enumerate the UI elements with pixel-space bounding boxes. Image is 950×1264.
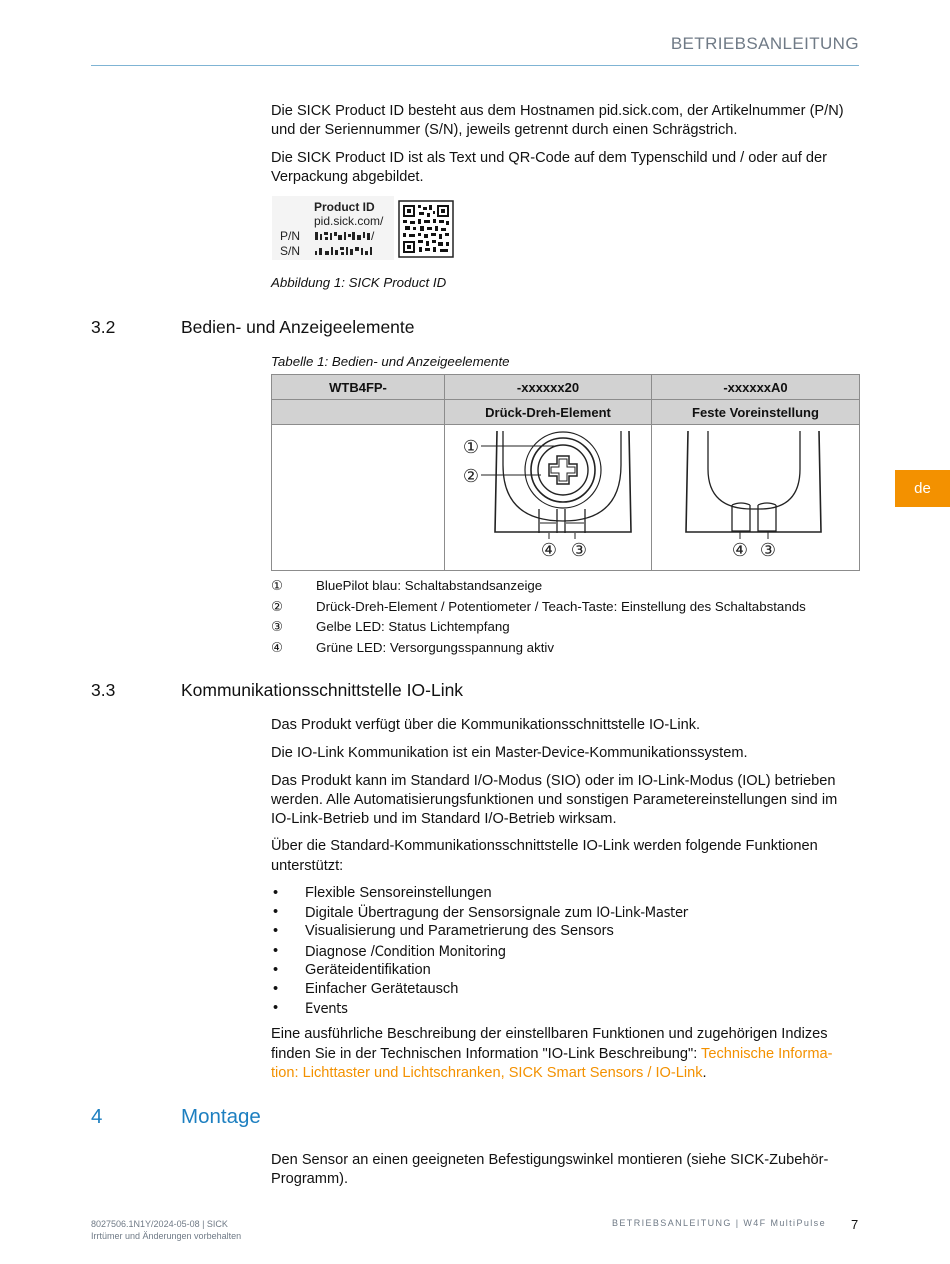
figure-1-caption: Abbildung 1: SICK Product ID: [271, 275, 447, 290]
term-iolink-master: IO-Link-Master: [596, 904, 688, 922]
section-3-3-body: [271, 716, 859, 1083]
sn-label: S/N: [280, 244, 301, 258]
iolink-paragraph-4: Über die Standard-Kommunikationsschnittstelle IO-Link werden folgende Funktionen unterstützt:: [271, 838, 818, 874]
section-4-body: [271, 1151, 859, 1190]
marker-1-label: ①: [462, 437, 480, 458]
table-subheader-cell: [272, 400, 445, 425]
table-empty-cell: [272, 425, 445, 571]
footer-doc-id: 8027506.1N1Y/2024-05-08 | SICK: [91, 1219, 228, 1229]
legend-marker: ①: [271, 578, 283, 593]
table-drawing-row: [272, 425, 860, 571]
qr-code-icon: [399, 201, 453, 257]
technical-info-link[interactable]: Technische Informa-tion: Lichttaster und Lichtschranken, SICK Smart Sensors / IO-Link: [271, 1045, 833, 1081]
text-run: -Kommunikationssystem.: [584, 745, 748, 762]
footer-left: [91, 1218, 241, 1242]
legend-text: Grüne LED: Versorgungsspannung aktiv: [316, 639, 555, 655]
table-header-row: [272, 375, 860, 400]
table-1-caption: Tabelle 1: Bedien- und Anzeigeelemente: [271, 354, 510, 369]
footer-disclaimer: Irrtümer und Änderungen vorbehalten: [91, 1231, 242, 1241]
legend-text: Gelbe LED: Status Lichtempfang: [316, 619, 510, 634]
rotary-element-drawing: [445, 425, 651, 567]
marker-3-label: ③: [570, 540, 588, 561]
list-item: [271, 903, 859, 922]
section-title: Bedien- und Anzeigeelemente: [181, 317, 415, 337]
legend-text: BluePilot blau: Schaltabstandsanzeige: [316, 578, 543, 593]
montage-paragraph: Den Sensor an einen geeigneten Befestigungswinkel montieren (siehe SICK-Zubehör-Programm).: [271, 1152, 829, 1188]
iolink-paragraph-1: Das Produkt verfügt über die Kommunikationsschnittstelle IO-Link.: [271, 717, 701, 733]
iolink-function-list: [271, 884, 859, 1018]
pn-suffix: /: [371, 229, 375, 243]
product-id-title: Product ID: [314, 200, 375, 214]
text-run: Die IO-Link Kommunikation ist ein: [271, 745, 495, 762]
list-item: • Einfacher Gerätetausch: [271, 980, 859, 999]
table-subheader-cell: Drück-Dreh-Element: [445, 400, 652, 425]
marker-4-label: ④: [540, 540, 558, 561]
term-condition-monitoring: Condition Monitoring: [374, 942, 506, 960]
table-header-cell: -xxxxxx20: [445, 375, 652, 400]
header-rule: [91, 65, 859, 66]
marker-2-label: ②: [462, 466, 480, 487]
text-run: Diagnose /: [305, 943, 375, 960]
drawing-cell-rotary: [445, 425, 652, 571]
legend-text: Drück-Dreh-Element / Potentiometer / Teach-Taste: Einstellung des Schaltabstands: [316, 598, 806, 614]
header-title: BETRIEBSANLEITUNG: [670, 34, 859, 53]
section-number: 4: [91, 1105, 103, 1128]
table-subheader-row: [272, 400, 860, 425]
list-item: [271, 999, 859, 1018]
section-number: 3.3: [91, 680, 116, 700]
iolink-paragraph-3: Das Produkt kann im Standard I/O-Modus (SIO) oder im IO-Link-Modus (IOL) betrieben werden. Alle Automatisierungsfunktionen und sonstigen Parametereinstellungen sind im IO-Link-Betrieb und im Standard I/O-Betrieb wirksam.: [271, 772, 838, 828]
footer-doc-title: BETRIEBSANLEITUNG | W4F MultiPulse: [612, 1218, 826, 1228]
term-master-device: Master-Device: [494, 744, 585, 762]
drawing-cell-fixed: [652, 425, 860, 571]
controls-table: [271, 374, 860, 571]
product-id-graphic: [272, 196, 456, 260]
text-run: .: [702, 1064, 707, 1081]
list-item: • Geräteidentifikation: [271, 961, 859, 980]
language-tab[interactable]: de: [895, 470, 950, 507]
list-item: • Flexible Sensoreinstellungen: [271, 884, 859, 903]
marker-3-label: ③: [759, 540, 777, 561]
section-title: Montage: [181, 1105, 261, 1128]
table-header-cell: WTB4FP-: [272, 375, 445, 400]
intro-paragraph-1: Die SICK Product ID besteht aus dem Hostnamen pid.sick.com, der Artikelnummer (P/N) und der Seriennummer (S/N), jeweils getrennt durch einen Schrägstrich.: [271, 103, 844, 139]
fixed-setting-drawing: [652, 425, 859, 567]
table-header-cell: -xxxxxxA0: [652, 375, 860, 400]
table-subheader-cell: Feste Voreinstellung: [652, 400, 860, 425]
legend-marker: ③: [271, 619, 283, 634]
legend-marker: ②: [271, 598, 283, 614]
section-number: 3.2: [91, 317, 116, 337]
section-title: Kommunikationsschnittstelle IO-Link: [181, 680, 464, 700]
iolink-paragraph-5: [271, 1025, 859, 1083]
legend-marker: ④: [271, 639, 283, 655]
iolink-paragraph-2: [271, 743, 859, 763]
product-id-label: [272, 196, 456, 260]
page-number: 7: [851, 1217, 859, 1232]
pn-label: P/N: [280, 229, 301, 243]
intro-paragraph-2: Die SICK Product ID ist als Text und QR-Code auf dem Typenschild und / oder auf der Verpackung abgebildet.: [271, 149, 827, 185]
marker-4-label: ④: [731, 540, 749, 561]
term-events: Events: [305, 1000, 348, 1018]
text-run: Digitale Übertragung der Sensorsignale zum: [305, 905, 597, 922]
text-run: Eine ausführliche Beschreibung der einstellbaren Funktionen und zugehörigen Indizes finden Sie in der Technischen Information "IO-Link Beschreibung":: [271, 1026, 828, 1062]
list-item: [271, 942, 859, 961]
product-id-host: pid.sick.com/: [314, 214, 384, 228]
intro-block: [271, 102, 859, 187]
list-item: • Visualisierung und Parametrierung des Sensors: [271, 922, 859, 941]
